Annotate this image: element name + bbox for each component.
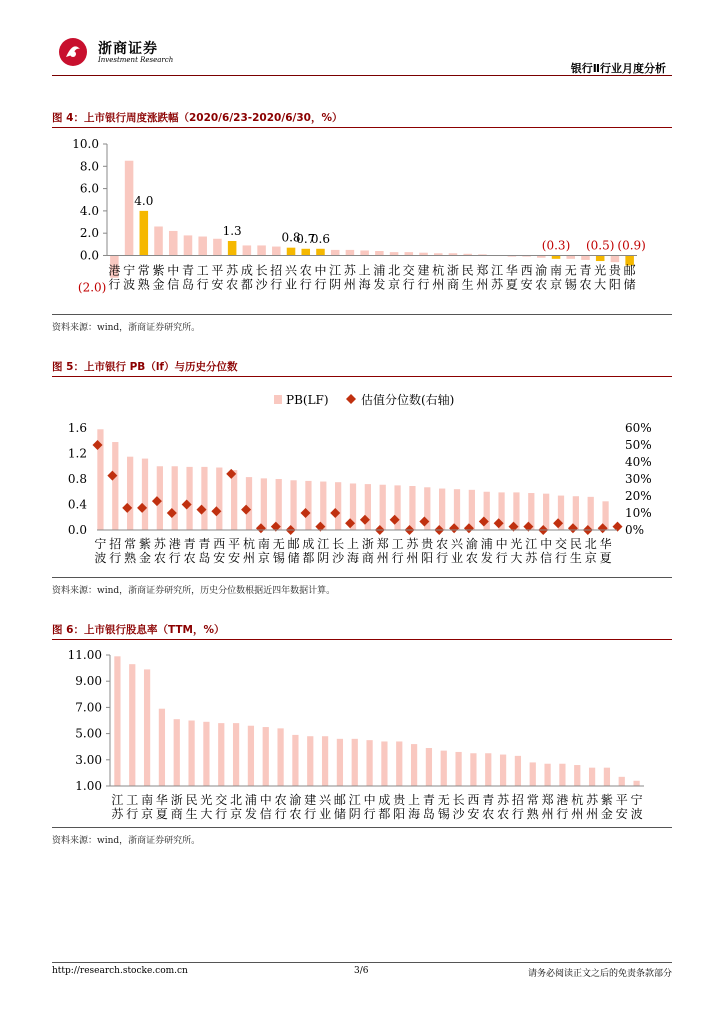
category-label: 成都 bbox=[302, 537, 315, 565]
y-right-tick-label: 0% bbox=[625, 523, 645, 537]
category-label: 农行 bbox=[436, 537, 449, 565]
brand-subtitle: Investment Research bbox=[98, 56, 174, 64]
category-label: 兴业 bbox=[319, 793, 332, 821]
category-label: 青农 bbox=[183, 537, 196, 565]
bar-北京 bbox=[390, 252, 399, 255]
bar-无锡 bbox=[566, 255, 575, 258]
figure-5-source: 资料来源：wind，浙商证券研究所，历史分位数根据近四年数据计算。 bbox=[52, 586, 336, 596]
bar-兴业 bbox=[287, 248, 296, 256]
category-label: 杭州 bbox=[432, 263, 445, 292]
category-label: 成都 bbox=[378, 793, 391, 821]
yield-bar-郑州 bbox=[544, 764, 550, 786]
category-label: 工行 bbox=[391, 537, 404, 565]
legend-pb-label: PB(LF) bbox=[286, 393, 329, 407]
category-label: 平安 bbox=[228, 537, 241, 565]
y-right-tick-label: 60% bbox=[625, 421, 652, 435]
figure-5-rule bbox=[52, 376, 672, 377]
yield-bar-青岛 bbox=[426, 748, 432, 786]
data-label: (0.5) bbox=[585, 238, 615, 253]
pb-bar-青农 bbox=[186, 467, 192, 530]
legend-pb-swatch bbox=[274, 395, 282, 404]
pb-bar-渝农 bbox=[469, 490, 475, 530]
pb-bar-兴业 bbox=[454, 489, 460, 530]
yield-bar-宁波 bbox=[633, 781, 639, 786]
category-label: 江阴 bbox=[348, 793, 361, 821]
bar-农行 bbox=[301, 249, 310, 256]
bar-宁波 bbox=[125, 161, 134, 256]
category-label: 光大 bbox=[510, 537, 523, 565]
yield-bar-邮储 bbox=[337, 739, 343, 786]
pb-bar-苏州 bbox=[409, 486, 415, 530]
figure-6-rule bbox=[52, 639, 672, 640]
category-label: 渝农 bbox=[535, 263, 548, 292]
category-label: 浙商 bbox=[446, 263, 459, 292]
pb-bar-港行 bbox=[172, 466, 178, 530]
pb-bar-成都 bbox=[305, 481, 311, 530]
yield-bar-浙商 bbox=[174, 719, 180, 786]
category-label: 邮储 bbox=[623, 263, 636, 292]
category-label: 浦发 bbox=[244, 793, 257, 821]
y-tick-label: 0.0 bbox=[79, 248, 99, 263]
category-label: 贵阳 bbox=[608, 263, 621, 292]
category-label: 建行 bbox=[417, 263, 430, 292]
y-right-tick-label: 10% bbox=[625, 506, 652, 520]
yield-bar-交行 bbox=[218, 723, 224, 786]
yield-bar-贵阳 bbox=[396, 741, 402, 786]
yield-bar-农行 bbox=[277, 728, 283, 786]
category-label: 北京 bbox=[230, 793, 243, 821]
category-label: 农行 bbox=[299, 263, 312, 292]
bar-平安 bbox=[213, 239, 222, 256]
yield-bar-浦发 bbox=[248, 726, 254, 786]
category-label: 北京 bbox=[584, 537, 597, 565]
category-label: 西安 bbox=[520, 263, 533, 292]
category-label: 苏州 bbox=[586, 793, 599, 821]
category-label: 中行 bbox=[314, 263, 327, 292]
category-label: 郑州 bbox=[541, 793, 554, 821]
bar-常熟 bbox=[140, 211, 149, 256]
category-label: 浙商 bbox=[170, 793, 183, 821]
bar-紫金 bbox=[154, 226, 163, 255]
category-label: 招行 bbox=[270, 263, 283, 292]
y-tick-label: 11.00 bbox=[67, 648, 102, 662]
category-label: 工行 bbox=[196, 263, 209, 292]
y-left-tick-label: 0.8 bbox=[67, 472, 87, 486]
category-label: 平安 bbox=[211, 263, 224, 292]
y-tick-label: 8.0 bbox=[79, 159, 99, 174]
yield-bar-江阴 bbox=[352, 739, 358, 786]
category-label: 招行 bbox=[511, 793, 524, 821]
category-label: 江阴 bbox=[317, 537, 330, 565]
figure-6-source: 资料来源：wind，浙商证券研究所。 bbox=[52, 836, 201, 846]
yield-bar-中信 bbox=[263, 727, 269, 786]
pb-bar-紫金 bbox=[142, 459, 148, 530]
figure-6-title: 图 6：上市银行股息率（TTM，%） bbox=[52, 624, 225, 636]
category-label: 华夏 bbox=[599, 537, 612, 565]
y-tick-label: 2.0 bbox=[79, 226, 99, 241]
category-label: 郑州 bbox=[476, 263, 489, 292]
category-label: 常熟 bbox=[124, 537, 137, 565]
pb-bar-邮储 bbox=[290, 480, 296, 530]
category-label: 渝农 bbox=[465, 537, 478, 565]
bar-南京 bbox=[552, 255, 561, 258]
yield-bar-江苏 bbox=[114, 656, 120, 786]
bar-江阴 bbox=[331, 250, 340, 256]
pb-bar-杭州 bbox=[246, 477, 252, 530]
header-divider bbox=[52, 75, 672, 76]
category-label: 青农 bbox=[579, 263, 592, 292]
brand-name: 浙商证券 bbox=[98, 41, 158, 57]
category-label: 江阴 bbox=[329, 263, 342, 292]
data-label: (2.0) bbox=[77, 280, 107, 295]
footer-disclaimer: 请务必阅读正文之后的免责条款部分 bbox=[527, 969, 672, 979]
yield-bar-民生 bbox=[188, 721, 194, 787]
category-label: 中信 bbox=[540, 537, 553, 565]
category-label: 华夏 bbox=[155, 793, 168, 821]
category-label: 浦发 bbox=[373, 263, 386, 292]
data-label: 4.0 bbox=[134, 193, 154, 208]
category-label: 上海 bbox=[346, 537, 360, 565]
y-tick-label: 7.00 bbox=[75, 700, 102, 715]
category-label: 交行 bbox=[215, 793, 228, 821]
category-label: 长沙 bbox=[332, 537, 345, 565]
bar-中信 bbox=[169, 231, 178, 256]
pb-bar-西安 bbox=[216, 468, 222, 530]
category-label: 苏州 bbox=[406, 537, 419, 565]
category-label: 苏农 bbox=[226, 263, 239, 292]
category-label: 紫金 bbox=[600, 793, 613, 821]
yield-bar-无锡 bbox=[441, 751, 447, 786]
category-label: 青岛 bbox=[181, 263, 194, 292]
category-label: 渝农 bbox=[289, 793, 302, 821]
category-label: 宁波 bbox=[94, 537, 107, 565]
pb-bar-长沙 bbox=[335, 482, 341, 530]
category-label: 无锡 bbox=[564, 263, 577, 292]
y-tick-label: 9.00 bbox=[75, 674, 102, 689]
figure-6-source-rule bbox=[52, 827, 672, 828]
category-label: 郑州 bbox=[376, 537, 389, 565]
yield-bar-兴业 bbox=[322, 736, 328, 786]
category-label: 平安 bbox=[615, 793, 628, 821]
report-section-title: 银行Ⅱ行业月度分析 bbox=[570, 62, 666, 75]
page-number: 3/6 bbox=[354, 966, 369, 976]
yield-bar-中行 bbox=[366, 740, 372, 786]
pb-bar-农行 bbox=[439, 489, 445, 530]
category-label: 青农 bbox=[482, 793, 495, 821]
category-label: 交行 bbox=[402, 263, 415, 292]
category-label: 光大 bbox=[200, 793, 213, 821]
category-label: 苏农 bbox=[153, 537, 166, 565]
category-label: 江苏 bbox=[525, 537, 538, 565]
category-label: 中行 bbox=[363, 793, 376, 821]
pb-bar-青岛 bbox=[201, 467, 207, 530]
yield-bar-长沙 bbox=[455, 752, 461, 786]
bar-苏农 bbox=[228, 241, 237, 255]
bar-苏州 bbox=[346, 250, 355, 256]
category-label: 苏农 bbox=[497, 793, 510, 821]
category-label: 西安 bbox=[467, 793, 480, 821]
category-label: 交行 bbox=[554, 537, 568, 565]
company-logo-icon bbox=[58, 37, 88, 67]
category-label: 南京 bbox=[257, 537, 270, 565]
pb-bar-南京 bbox=[261, 478, 267, 530]
category-label: 无锡 bbox=[437, 793, 450, 821]
bar-贵阳 bbox=[611, 255, 620, 262]
yield-bar-上海 bbox=[411, 744, 417, 786]
bar-浦发 bbox=[375, 251, 384, 255]
category-label: 浦发 bbox=[480, 537, 493, 565]
category-label: 江苏 bbox=[111, 793, 124, 821]
category-label: 长沙 bbox=[255, 263, 268, 292]
bar-光大 bbox=[596, 255, 605, 261]
category-label: 紫金 bbox=[138, 537, 152, 565]
category-label: 成都 bbox=[240, 263, 253, 292]
y-right-tick-label: 20% bbox=[625, 489, 652, 503]
figure-5-title: 图 5：上市银行 PB（lf）与历史分位数 bbox=[52, 361, 238, 373]
yield-bar-紫金 bbox=[604, 768, 610, 786]
category-label: 常熟 bbox=[137, 263, 150, 292]
yield-bar-青农 bbox=[485, 753, 491, 786]
figure-4-title: 图 4：上市银行周度涨跌幅（2020/6/23-2020/6/30，%） bbox=[52, 112, 343, 124]
data-label: 0.6 bbox=[310, 231, 331, 246]
y-tick-label: 6.0 bbox=[79, 181, 99, 196]
y-left-tick-label: 0.0 bbox=[67, 523, 87, 537]
category-label: 宁波 bbox=[123, 263, 136, 292]
category-label: 苏州 bbox=[343, 263, 356, 292]
category-label: 宁波 bbox=[630, 793, 643, 821]
bar-招行 bbox=[272, 247, 281, 256]
category-label: 邮储 bbox=[333, 793, 346, 821]
category-label: 常熟 bbox=[526, 793, 539, 821]
yield-bar-招行 bbox=[515, 756, 521, 786]
figure-4-source: 资料来源：wind，浙商证券研究所。 bbox=[52, 323, 201, 333]
category-label: 民生 bbox=[461, 263, 474, 292]
category-label: 港行 bbox=[108, 263, 121, 292]
data-label: 0.7 bbox=[296, 231, 316, 246]
data-label: (0.9) bbox=[617, 238, 646, 253]
category-label: 兴业 bbox=[285, 263, 298, 292]
y-left-tick-label: 0.4 bbox=[67, 497, 87, 512]
yield-bar-华夏 bbox=[159, 709, 165, 786]
category-label: 长沙 bbox=[452, 793, 465, 821]
category-label: 招行 bbox=[109, 537, 122, 565]
category-label: 港行 bbox=[556, 793, 569, 821]
category-label: 紫金 bbox=[152, 263, 165, 292]
category-label: 民生 bbox=[185, 793, 198, 821]
y-tick-label: 4.0 bbox=[79, 203, 99, 218]
data-label: 0.8 bbox=[281, 230, 301, 245]
yield-bar-常熟 bbox=[530, 762, 536, 786]
y-tick-label: 5.00 bbox=[75, 726, 102, 741]
yield-bar-北京 bbox=[233, 723, 239, 786]
category-label: 工行 bbox=[126, 793, 139, 821]
category-label: 青岛 bbox=[422, 793, 435, 821]
category-label: 港行 bbox=[168, 537, 181, 565]
yield-bar-光大 bbox=[203, 722, 209, 786]
pb-bar-常熟 bbox=[127, 457, 133, 530]
footer-divider bbox=[52, 962, 672, 963]
category-label: 北京 bbox=[388, 263, 401, 292]
category-label: 上海 bbox=[358, 263, 371, 292]
category-label: 邮储 bbox=[287, 537, 300, 565]
category-label: 上海 bbox=[408, 793, 421, 821]
category-label: 建行 bbox=[304, 793, 317, 821]
category-label: 民生 bbox=[569, 537, 582, 565]
category-label: 中行 bbox=[495, 537, 508, 565]
figure-4-rule bbox=[52, 127, 672, 128]
pb-bar-北京 bbox=[588, 497, 594, 530]
y-left-tick-label: 1.6 bbox=[67, 421, 87, 435]
figure-5-source-rule bbox=[52, 577, 672, 578]
bar-青农 bbox=[581, 255, 590, 259]
category-label: 兴业 bbox=[450, 537, 464, 565]
yield-bar-平安 bbox=[619, 777, 625, 786]
category-label: 光大 bbox=[594, 263, 607, 292]
bar-中行 bbox=[316, 249, 325, 256]
category-label: 无锡 bbox=[272, 537, 285, 565]
category-label: 西安 bbox=[213, 537, 226, 565]
category-label: 江苏 bbox=[491, 263, 504, 292]
pb-bar-招行 bbox=[112, 442, 118, 530]
legend-pct-label: 估值分位数(右轴) bbox=[361, 393, 455, 407]
category-label: 华夏 bbox=[505, 263, 518, 292]
yield-bar-成都 bbox=[381, 741, 387, 786]
category-label: 贵阳 bbox=[421, 537, 434, 565]
yield-bar-杭州 bbox=[574, 765, 580, 786]
y-left-tick-label: 1.2 bbox=[67, 446, 87, 461]
bar-成都 bbox=[243, 245, 252, 255]
category-label: 贵阳 bbox=[393, 793, 406, 821]
yield-bar-苏农 bbox=[500, 755, 506, 786]
category-label: 中信 bbox=[167, 263, 180, 292]
legend-pct-marker bbox=[346, 394, 356, 404]
category-label: 杭州 bbox=[571, 793, 584, 821]
chart-pb-percentile bbox=[52, 382, 672, 572]
chart-dividend-yield bbox=[52, 644, 672, 824]
category-label: 南京 bbox=[550, 263, 563, 292]
pb-bar-平安 bbox=[231, 470, 237, 530]
yield-bar-苏州 bbox=[589, 768, 595, 786]
chart-weekly-change bbox=[52, 130, 672, 310]
yield-bar-西安 bbox=[470, 753, 476, 786]
bar-青岛 bbox=[184, 235, 193, 255]
data-label: 1.3 bbox=[222, 223, 242, 238]
y-tick-label: 10.0 bbox=[72, 137, 99, 151]
yield-bar-南京 bbox=[144, 669, 150, 786]
bar-长沙 bbox=[257, 245, 266, 255]
y-tick-label: 1.00 bbox=[75, 779, 102, 793]
yield-bar-港行 bbox=[559, 764, 565, 786]
category-label: 杭州 bbox=[242, 537, 256, 565]
data-label: (0.3) bbox=[541, 238, 571, 253]
category-label: 浙商 bbox=[361, 537, 374, 565]
category-label: 南京 bbox=[141, 793, 154, 821]
bar-上海 bbox=[360, 250, 369, 255]
y-right-tick-label: 50% bbox=[625, 438, 652, 452]
y-right-tick-label: 30% bbox=[625, 472, 652, 486]
yield-bar-工行 bbox=[129, 664, 135, 786]
category-label: 中信 bbox=[259, 793, 272, 821]
y-tick-label: 3.00 bbox=[75, 752, 102, 767]
pb-bar-郑州 bbox=[380, 485, 386, 530]
category-label: 青岛 bbox=[198, 537, 211, 565]
bar-工行 bbox=[198, 237, 207, 256]
bar-交行 bbox=[405, 252, 414, 255]
yield-bar-渝农 bbox=[292, 735, 298, 786]
footer-url[interactable]: http://research.stocke.com.cn bbox=[52, 966, 188, 976]
figure-4-source-rule bbox=[52, 314, 672, 315]
yield-bar-建行 bbox=[307, 736, 313, 786]
pb-bar-中信 bbox=[543, 494, 549, 530]
y-right-tick-label: 40% bbox=[625, 455, 652, 469]
category-label: 农行 bbox=[274, 793, 287, 821]
